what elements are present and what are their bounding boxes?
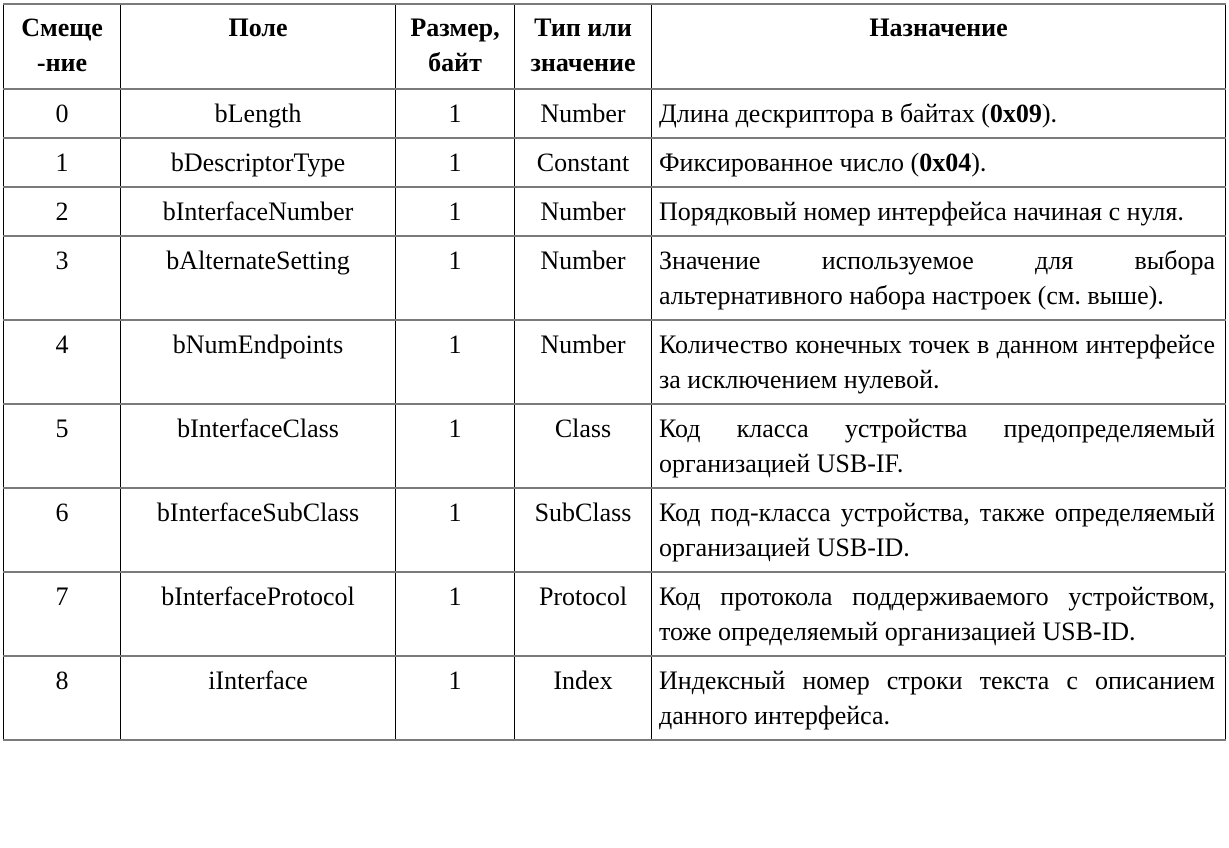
- cell-field: bInterfaceSubClass: [121, 488, 396, 572]
- cell-size: 1: [396, 656, 515, 740]
- cell-type: Number: [515, 187, 652, 236]
- cell-type: Constant: [515, 138, 652, 187]
- table-row: [4, 89, 1226, 138]
- cell-offset: 0: [4, 89, 121, 138]
- cell-field: bInterfaceProtocol: [121, 572, 396, 656]
- header-row: [4, 4, 1226, 89]
- cell-type: Number: [515, 89, 652, 138]
- cell-type: Protocol: [515, 572, 652, 656]
- table-row: [4, 236, 1226, 320]
- cell-offset: 2: [4, 187, 121, 236]
- cell-offset: 3: [4, 236, 121, 320]
- cell-type: Index: [515, 656, 652, 740]
- cell-type: Number: [515, 320, 652, 404]
- cell-purpose: Код под-класса устройства, также определяемый организацией USB-ID.: [652, 488, 1226, 572]
- cell-purpose: Значение используемое для выбора альтернативного набора настроек (см. выше).: [652, 236, 1226, 320]
- cell-type: Class: [515, 404, 652, 488]
- cell-purpose: Количество конечных точек в данном интерфейсе за исключением нулевой.: [652, 320, 1226, 404]
- cell-offset: 7: [4, 572, 121, 656]
- cell-purpose: Порядковый номер интерфейса начиная с нуля.: [652, 187, 1226, 236]
- header-field: Поле: [121, 4, 396, 89]
- cell-type: SubClass: [515, 488, 652, 572]
- header-offset: Смеще -ние: [4, 4, 121, 89]
- cell-size: 1: [396, 572, 515, 656]
- cell-field: bAlternateSetting: [121, 236, 396, 320]
- cell-field: bLength: [121, 89, 396, 138]
- interface-descriptor-table: [3, 3, 1226, 741]
- cell-field: bNumEndpoints: [121, 320, 396, 404]
- table-row: [4, 138, 1226, 187]
- cell-size: 1: [396, 138, 515, 187]
- cell-purpose: Индексный номер строки текста с описанием данного интерфейса.: [652, 656, 1226, 740]
- table-row: [4, 320, 1226, 404]
- table-row: [4, 572, 1226, 656]
- cell-size: 1: [396, 236, 515, 320]
- cell-field: bInterfaceClass: [121, 404, 396, 488]
- cell-type: Number: [515, 236, 652, 320]
- cell-purpose: Длина дескриптора в байтах (0x09).: [652, 89, 1226, 138]
- cell-size: 1: [396, 404, 515, 488]
- cell-size: 1: [396, 488, 515, 572]
- cell-offset: 4: [4, 320, 121, 404]
- cell-field: iInterface: [121, 656, 396, 740]
- cell-size: 1: [396, 89, 515, 138]
- cell-offset: 5: [4, 404, 121, 488]
- cell-size: 1: [396, 187, 515, 236]
- cell-offset: 6: [4, 488, 121, 572]
- header-size: Размер, байт: [396, 4, 515, 89]
- cell-offset: 1: [4, 138, 121, 187]
- header-type: Тип или значение: [515, 4, 652, 89]
- table-row: [4, 187, 1226, 236]
- table-row: [4, 488, 1226, 572]
- cell-size: 1: [396, 320, 515, 404]
- header-purpose: Назначение: [652, 4, 1226, 89]
- cell-purpose: Код протокола поддерживаемого устройством, тоже определяемый организацией USB-ID.: [652, 572, 1226, 656]
- table-row: [4, 656, 1226, 740]
- cell-purpose: Фиксированное число (0x04).: [652, 138, 1226, 187]
- cell-offset: 8: [4, 656, 121, 740]
- cell-field: bInterfaceNumber: [121, 187, 396, 236]
- table-row: [4, 404, 1226, 488]
- cell-purpose: Код класса устройства предопределяемый организацией USB-IF.: [652, 404, 1226, 488]
- cell-field: bDescriptorType: [121, 138, 396, 187]
